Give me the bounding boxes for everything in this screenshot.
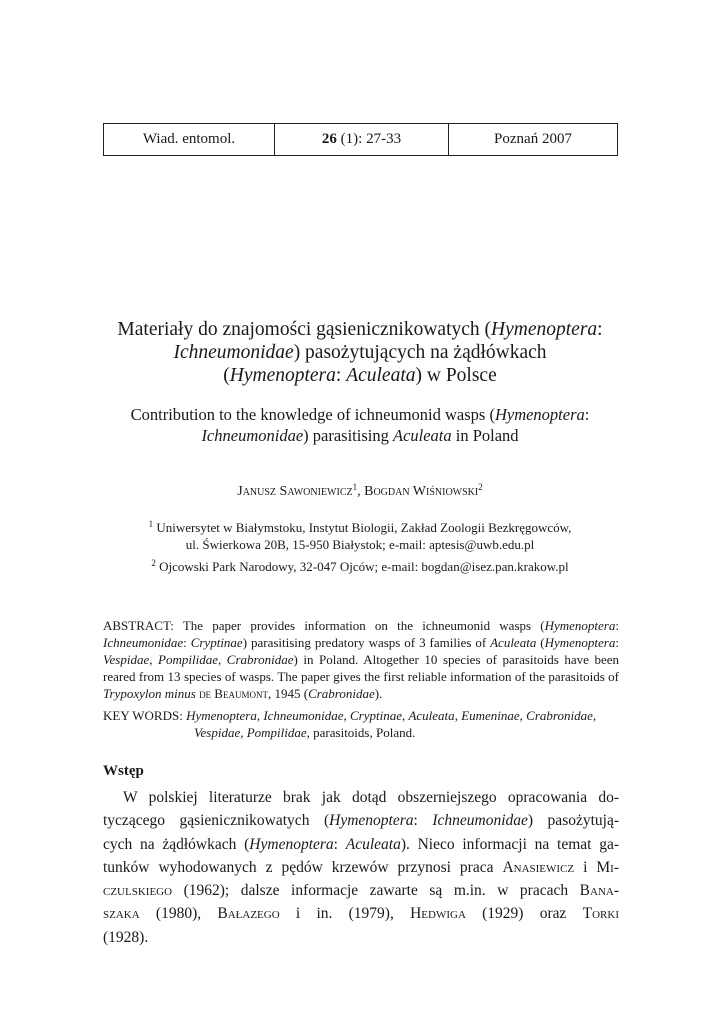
title-text: Contribution to the knowledge of ichneumonid wasps ( — [130, 405, 495, 424]
abstract-text: , — [149, 652, 159, 667]
body-text: i in. (1979), — [279, 905, 411, 923]
taxon-name: Cryptinae — [190, 635, 243, 650]
author-citation: Bałazego — [217, 905, 280, 923]
abstract — [103, 617, 619, 702]
taxon-name: Hymenoptera — [329, 812, 414, 830]
author-citation: czulskiego — [103, 882, 173, 900]
keywords-label: KEY WORDS: — [103, 708, 187, 723]
author-separator: , — [357, 484, 365, 499]
affiliation-text: ul. Świerkowa 20B, 15-950 Białystok; e-mail: aptesis@uwb.edu.pl — [185, 537, 535, 552]
abstract-label: ABSTRACT: — [103, 618, 174, 633]
title-en-line-1 — [60, 404, 660, 425]
affiliation-2 — [60, 555, 660, 575]
body-text: (1929) oraz — [465, 905, 583, 923]
author-citation: Anasiewicz — [502, 858, 575, 876]
volume-issue-pages — [275, 124, 449, 156]
keyword-text: , parasitoids, Poland. — [306, 725, 416, 740]
taxon-name: Aculeata — [392, 426, 452, 445]
key-words — [103, 707, 619, 741]
body-line: W polskiej literaturze brak jak dotąd obszerniejszego opracowania do- — [123, 789, 619, 806]
author-name: Bogdan Wiśniowski — [364, 484, 479, 499]
title-text: ( — [223, 365, 230, 386]
section-heading: Wstęp — [103, 763, 144, 779]
body-text: ) pasożytują- — [527, 812, 620, 830]
title-text: ) w Polsce — [415, 365, 497, 386]
taxon-name: Trypoxylon minus — [103, 686, 196, 701]
taxon-name: Crabronidae — [308, 686, 375, 701]
abstract-text: : — [615, 618, 619, 633]
abstract-text: ) parasitising predatory wasps of 3 families of — [242, 635, 491, 650]
title-text: : — [335, 365, 347, 386]
body-text: i — [574, 858, 597, 876]
taxon-name: Pompilidae — [158, 652, 218, 667]
title-en-line-2 — [60, 425, 660, 446]
volume-number: 26 — [321, 131, 337, 147]
keyword: Hymenoptera — [186, 708, 257, 723]
body-text: cych na żądłówkach ( — [103, 835, 250, 853]
body-text: tunków wyhodowanych z pędów krzewów przynosi praca — [103, 858, 503, 876]
place-year: Poznań 2007 — [449, 124, 618, 156]
title-polish — [60, 318, 660, 387]
journal-header — [103, 123, 618, 156]
keyword-separator: , — [240, 725, 247, 740]
abstract-text: : — [183, 635, 191, 650]
body-text: : — [413, 812, 433, 830]
abstract-text: ). — [374, 686, 383, 701]
taxon-name: Ichneumonidae — [173, 342, 294, 363]
taxon-name: Hymenoptera — [544, 618, 616, 633]
keywords-line-2 — [103, 724, 619, 741]
keyword-separator: , — [343, 708, 350, 723]
keyword: Cryptinae — [349, 708, 402, 723]
title-pl-line-2 — [60, 341, 660, 364]
body-line — [103, 902, 619, 925]
keyword: Vespidae — [194, 725, 241, 740]
abstract-text: The paper provides information on the ichneumonid wasps ( — [173, 618, 545, 633]
taxon-name: Hymenoptera — [229, 365, 336, 386]
author-name: Janusz Sawoniewicz — [237, 484, 353, 499]
taxon-name: Ichneumonidae — [201, 426, 304, 445]
abstract-text: ) in Poland. Altogether 10 species of parasitoids have been reared from 13 species of wasps. The paper gives the first reliable information of the parasitoids of — [103, 652, 619, 684]
title-text: : — [597, 319, 603, 340]
journal-name: Wiad. entomol. — [104, 124, 275, 156]
keyword-separator: , — [592, 708, 597, 723]
affiliation-marker: 1 — [352, 482, 358, 492]
title-text: ) parasitising — [303, 426, 393, 445]
affiliation-1 — [60, 516, 660, 553]
affiliation-marker: 1 — [148, 519, 154, 529]
taxon-name: Crabronidae — [226, 652, 294, 667]
title-pl-line-3 — [60, 364, 660, 387]
taxon-name: Hymenoptera — [494, 405, 585, 424]
author-citation: Torki — [582, 905, 619, 923]
body-line — [103, 856, 619, 879]
body-line: (1928). — [103, 928, 149, 946]
keyword-separator: , — [454, 708, 462, 723]
taxon-name: Hymenoptera — [544, 635, 616, 650]
body-paragraph — [103, 786, 619, 949]
body-text: : — [333, 835, 346, 853]
author-citation: szaka — [103, 905, 140, 923]
taxon-name: Hymenoptera — [491, 319, 598, 340]
affiliation-text: Uniwersytet w Białymstoku, Instytut Biologii, Zakład Zoologii Bezkręgowców, — [153, 520, 572, 535]
issue-pages: (1): 27-33 — [336, 131, 402, 147]
body-text: (1980), — [139, 905, 218, 923]
taxon-name: Aculeata — [346, 365, 416, 386]
author-citation: de Beaumont — [199, 686, 268, 701]
title-english — [60, 404, 660, 446]
taxon-name: Hymenoptera — [249, 835, 334, 853]
keyword: Pompilidae — [246, 725, 307, 740]
author-citation: Mi- — [596, 858, 619, 876]
affiliation-text: Ojcowski Park Narodowy, 32-047 Ojców; e-mail: bogdan@isez.pan.krakow.pl — [155, 559, 569, 574]
author-citation: Bana- — [579, 882, 619, 900]
body-line — [103, 833, 619, 856]
title-text: in Poland — [451, 426, 519, 445]
title-pl-line-1 — [60, 318, 660, 341]
keyword: Ichneumonidae — [263, 708, 344, 723]
affiliation-marker: 2 — [478, 482, 483, 492]
title-text: ) pasożytujących na żądłówkach — [293, 342, 547, 363]
keyword: Aculeata — [408, 708, 455, 723]
author-citation: Hedwiga — [410, 905, 466, 923]
taxon-name: Aculeata — [490, 635, 537, 650]
title-text: Materiały do znajomości gąsienicznikowatych ( — [117, 319, 492, 340]
abstract-text: , 1945 ( — [267, 686, 309, 701]
body-line — [103, 879, 619, 902]
taxon-name: Ichneumonidae — [103, 635, 184, 650]
body-text: ). Nieco informacji na temat ga- — [400, 835, 619, 853]
body-line — [103, 809, 619, 832]
abstract-text: , — [217, 652, 227, 667]
affiliation-marker: 2 — [151, 558, 156, 568]
taxon-name: Ichneumonidae — [432, 812, 528, 830]
abstract-text: ( — [536, 635, 545, 650]
title-text: : — [584, 405, 590, 424]
keyword-separator: , — [401, 708, 409, 723]
taxon-name: Vespidae — [103, 652, 150, 667]
taxon-name: Aculeata — [345, 835, 401, 853]
abstract-text: : — [615, 635, 619, 650]
body-text: (1962); dalsze informacje zawarte są m.in. w pracach — [172, 882, 580, 900]
authors — [60, 482, 660, 500]
keyword: Eumeninae, Crabronidae — [461, 708, 593, 723]
keyword-separator: , — [256, 708, 264, 723]
body-text: tyczącego gąsienicznikowatych ( — [103, 812, 330, 830]
